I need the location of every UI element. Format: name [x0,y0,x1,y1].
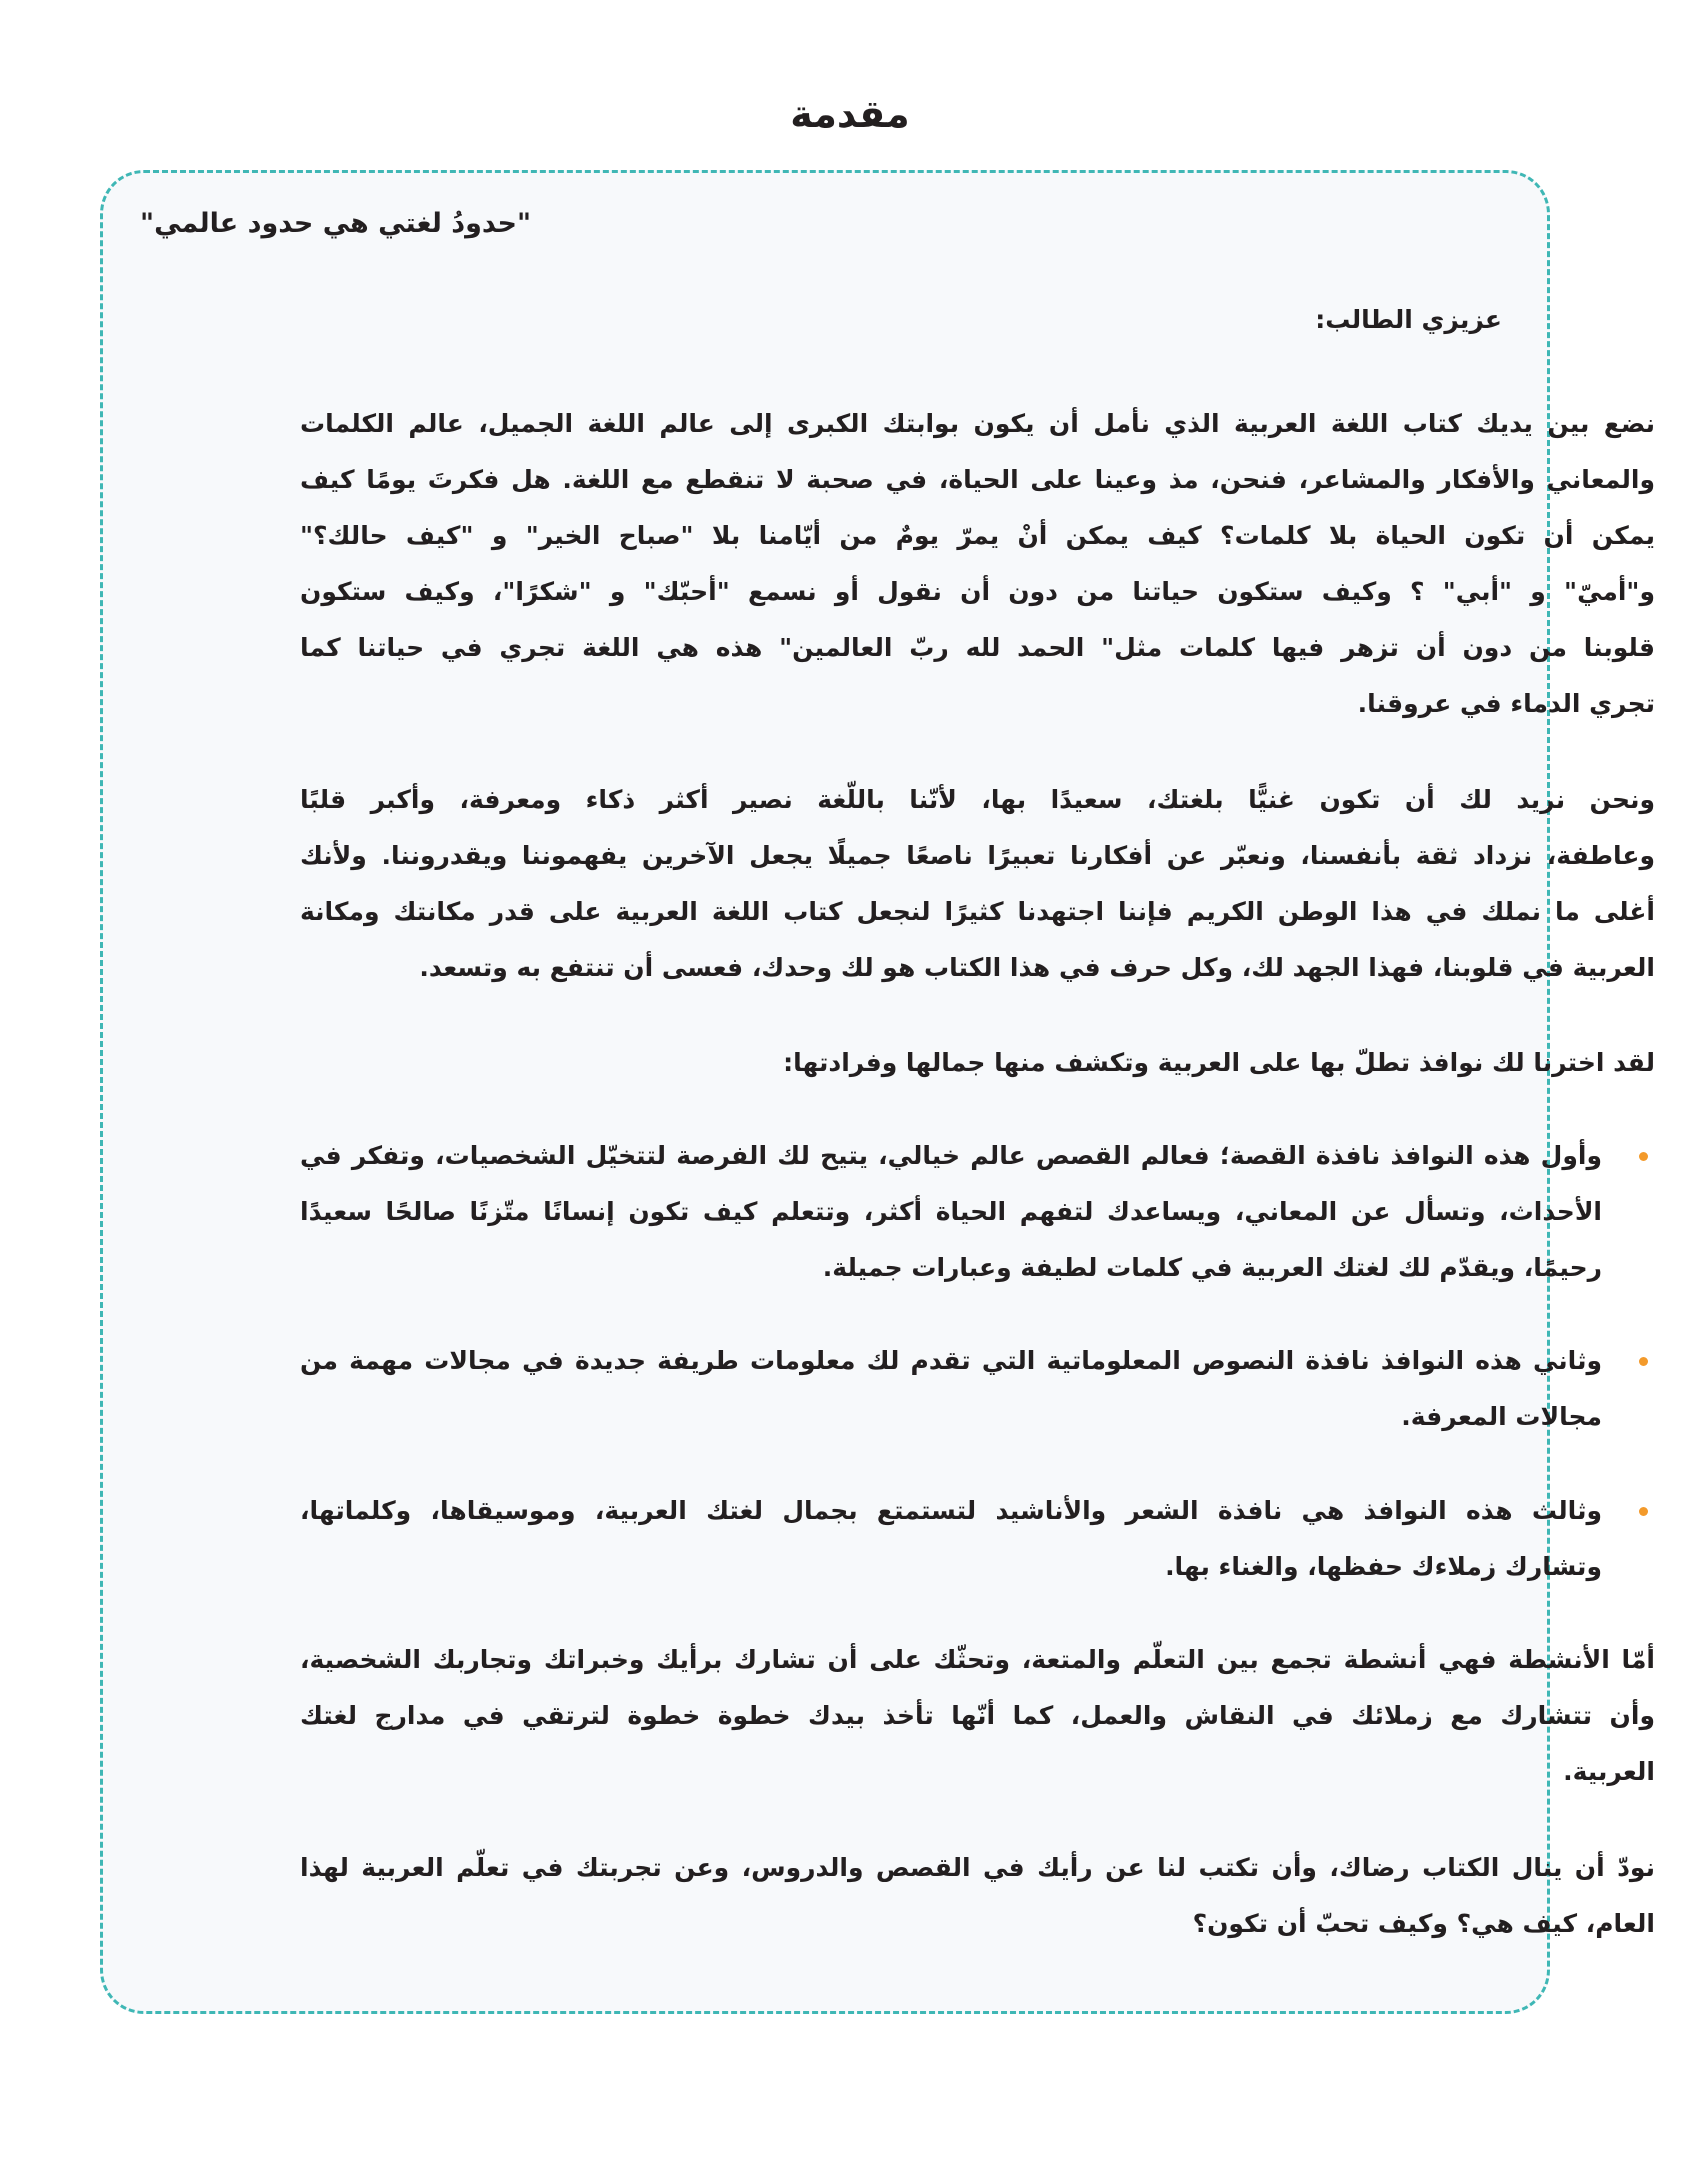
bullet-item-2 [300,1333,1602,1445]
text-line: العربية في قلوبنا، فهذا الجهد لك، وكل حرف في هذا الكتاب هو لك وحدك، فعسى أن تنتفع به وتسعد. [419,953,1655,982]
text-line: ونحن نريد لك أن تكون غنيًّا بلغتك، سعيدًا بها، لأنّنا باللّغة نصير أكثر ذكاء ومعرفة، وأكبر قلبًا [300,785,1655,814]
text-line: وعاطفة، نزداد ثقة بأنفسنا، ونعبّر عن أفكارنا تعبيرًا ناصعًا جميلًا يجعل الآخرين يفهموننا ويقدروننا. ولأنك [300,841,1655,870]
bullet-icon [1639,1357,1648,1366]
paragraph-4 [300,1632,1655,1800]
text-line: وثاني هذه النوافذ نافذة النصوص المعلوماتية التي تقدم لك معلومات طريفة جديدة في مجالات مهمة من [300,1346,1602,1375]
quote: "حدودُ لغتي هي حدود عالمي" [140,208,532,239]
text-line: نضع بين يديك كتاب اللغة العربية الذي نأمل أن يكون بوابتك الكبرى إلى عالم اللغة الجميل، عالم الكلمات [300,409,1655,438]
text-line: والمعاني والأفكار والمشاعر، فنحن، مذ وعينا على الحياة، في صحبة لا تنقطع مع اللغة. هل فكرتَ يومًا كيف [300,465,1655,494]
paragraph-5 [300,1840,1655,1952]
text-line: لقد اخترنا لك نوافذ تطلّ بها على العربية وتكشف منها جمالها وفرادتها: [783,1048,1655,1077]
text-line: يمكن أن تكون الحياة بلا كلمات؟ كيف يمكن أنْ يمرّ يومٌ من أيّامنا بلا "صباح الخير" و "كيف حالك؟" [300,521,1655,550]
text-line: و"أميّ" و "أبي" ؟ وكيف ستكون حياتنا من دون أن نقول أو نسمع "أحبّك" و "شكرًا"، وكيف ستكون [300,577,1655,606]
text-line: أمّا الأنشطة فهي أنشطة تجمع بين التعلّم والمتعة، وتحثّك على أن تشارك برأيك وخبراتك وتجاربك الشخصية، [300,1645,1655,1674]
text-line: العام، كيف هي؟ وكيف تحبّ أن تكون؟ [1192,1909,1655,1938]
text-line: وتشارك زملاءك حفظها، والغناء بها. [1165,1552,1602,1581]
text-line: العربية. [1563,1757,1655,1786]
paragraph-1 [300,396,1655,732]
text-line: وثالث هذه النوافذ هي نافذة الشعر والأناشيد لتستمتع بجمال لغتك العربية، وموسيقاها، وكلماتها، [300,1496,1602,1525]
page-title: مقدمة [790,92,910,136]
bullet-icon [1639,1507,1648,1516]
text-line: وأن تتشارك مع زملائك في النقاش والعمل، كما أنّها تأخذ بيدك خطوة خطوة لترتقي في مدارج لغتك [300,1701,1655,1730]
text-line: الأحداث، وتسأل عن المعاني، ويساعدك لتفهم الحياة أكثر، وتتعلم كيف تكون إنسانًا متّزنًا صالحًا سعيدًا [300,1197,1602,1226]
text-line: أغلى ما نملك في هذا الوطن الكريم فإننا اجتهدنا كثيرًا لنجعل كتاب اللغة العربية على قدر مكانتك ومكانة [300,897,1655,926]
text-line: مجالات المعرفة. [1401,1402,1602,1431]
paragraph-2 [300,772,1655,996]
greeting: عزيزي الطالب: [1315,305,1502,334]
text-line: تجري الدماء في عروقنا. [1357,689,1655,718]
bullet-icon [1639,1152,1648,1161]
bullet-item-3 [300,1483,1602,1595]
paragraph-3 [300,1035,1655,1091]
bullet-item-1 [300,1128,1602,1296]
text-line: وأول هذه النوافذ نافذة القصة؛ فعالم القصص عالم خيالي، يتيح لك الفرصة لتتخيّل الشخصيات، وتفكر في [300,1141,1602,1170]
text-line: رحيمًا، ويقدّم لك لغتك العربية في كلمات لطيفة وعبارات جميلة. [822,1253,1602,1282]
text-line: نودّ أن ينال الكتاب رضاك، وأن تكتب لنا عن رأيك في القصص والدروس، وعن تجربتك في تعلّم العربية لهذا [300,1853,1655,1882]
text-line: قلوبنا من دون أن تزهر فيها كلمات مثل" الحمد لله ربّ العالمين" هذه هي اللغة تجري في حياتنا كما [300,633,1655,662]
